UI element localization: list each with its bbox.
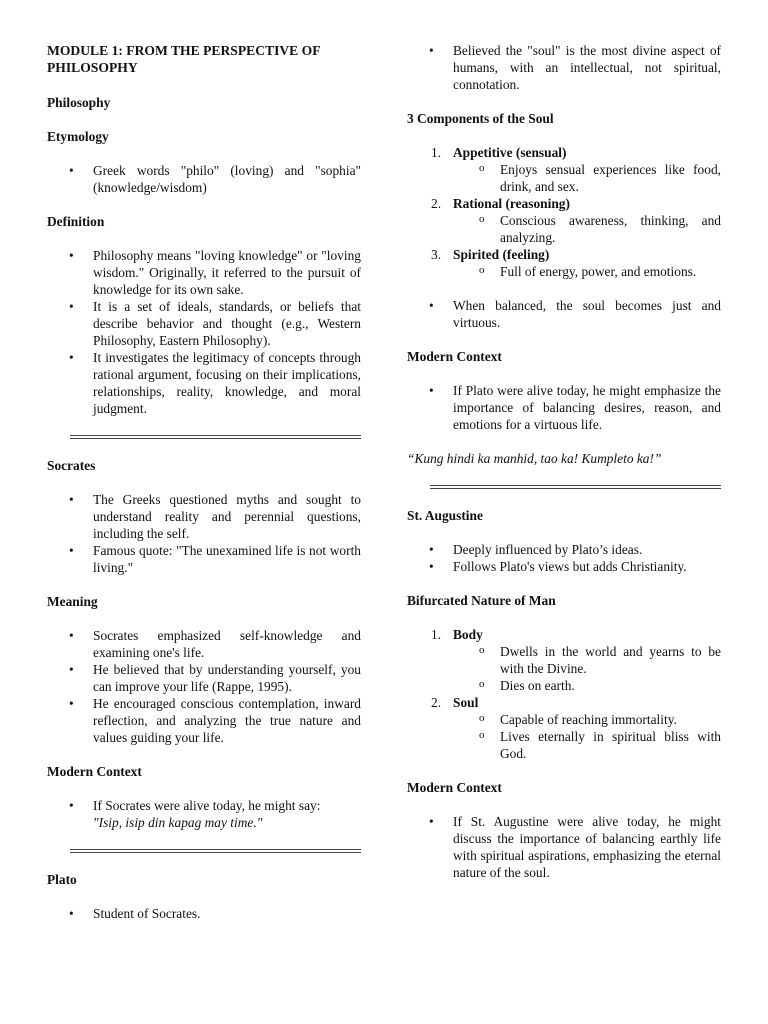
list-item: • Famous quote: "The unexamined life is not worth living." bbox=[47, 542, 361, 576]
list-item: • It is a set of ideals, standards, or beliefs that describe behavior and thought (e.g., Western Philosophy, Eastern Philosophy). bbox=[47, 298, 361, 349]
list-item: • When balanced, the soul becomes just and virtuous. bbox=[407, 297, 721, 331]
heading-meaning: Meaning bbox=[47, 594, 98, 609]
heading-bifurcated-nature: Bifurcated Nature of Man bbox=[407, 593, 556, 608]
heading-philosophy: Philosophy bbox=[47, 95, 111, 110]
item-number: 2. bbox=[431, 196, 442, 211]
right-column bbox=[407, 42, 721, 898]
list-item: • He encouraged conscious contemplation, inward reflection, and analyzing the true nature and values guiding your life. bbox=[47, 695, 361, 746]
list-item bbox=[407, 246, 721, 280]
socrates-list bbox=[47, 491, 361, 576]
meaning-list bbox=[47, 627, 361, 746]
list-item bbox=[407, 195, 721, 246]
heading-modern-context: Modern Context bbox=[407, 349, 502, 364]
list-item bbox=[407, 626, 721, 694]
item-title: Rational (reasoning) bbox=[453, 196, 570, 211]
definition-list bbox=[47, 247, 361, 417]
list-item bbox=[407, 694, 721, 762]
heading-etymology: Etymology bbox=[47, 129, 109, 144]
item-number: 2. bbox=[431, 695, 442, 710]
item-number: 1. bbox=[431, 145, 442, 160]
components-list bbox=[407, 144, 721, 280]
balanced-list bbox=[407, 297, 721, 331]
socrates-quote: "Isip, isip din kapag may time." bbox=[93, 815, 263, 830]
sub-item: o Enjoys sensual experiences like food, drink, and sex. bbox=[453, 161, 721, 195]
list-item: • The Greeks questioned myths and sought to understand reality and perennial questions, including the self. bbox=[47, 491, 361, 542]
left-column bbox=[47, 42, 361, 939]
heading-modern-context: Modern Context bbox=[47, 764, 142, 779]
heading-definition: Definition bbox=[47, 214, 105, 229]
augustine-modern-list bbox=[407, 813, 721, 881]
list-item: • If St. Augustine were alive today, he might discuss the importance of balancing earthly life with spiritual aspirations, emphasizing the eternal nature of the soul. bbox=[407, 813, 721, 881]
sub-item: o Capable of reaching immortality. bbox=[453, 711, 721, 728]
list-item: • Philosophy means "loving knowledge" or "loving wisdom." Originally, it referred to the pursuit of knowledge for its own sake. bbox=[47, 247, 361, 298]
augustine-list bbox=[407, 541, 721, 575]
list-item: • He believed that by understanding yourself, you can improve your life (Rappe, 1995). bbox=[47, 661, 361, 695]
list-item bbox=[47, 797, 361, 831]
nature-list bbox=[407, 626, 721, 762]
list-item: • If Plato were alive today, he might emphasize the importance of balancing desires, reason, and emotions for a virtuous life. bbox=[407, 382, 721, 433]
item-title: Body bbox=[453, 627, 483, 642]
list-item bbox=[407, 144, 721, 195]
item-title: Appetitive (sensual) bbox=[453, 145, 567, 160]
list-item: • Student of Socrates. bbox=[47, 905, 361, 922]
item-title: Spirited (feeling) bbox=[453, 247, 550, 262]
section-divider bbox=[70, 849, 361, 853]
heading-modern-context-2: Modern Context bbox=[407, 780, 502, 795]
socrates-modern-list bbox=[47, 797, 361, 831]
item-title: Soul bbox=[453, 695, 479, 710]
module-title: MODULE 1: FROM THE PERSPECTIVE OF PHILOSOPHY bbox=[47, 43, 321, 75]
list-item: • Deeply influenced by Plato’s ideas. bbox=[407, 541, 721, 558]
plato-quote: “Kung hindi ka manhid, tao ka! Kumpleto ka!” bbox=[407, 451, 662, 466]
plato-continued-list bbox=[407, 42, 721, 93]
list-item: • Believed the "soul" is the most divine aspect of humans, with an intellectual, not spiritual, connotation. bbox=[407, 42, 721, 93]
item-number: 1. bbox=[431, 627, 442, 642]
list-item: • Follows Plato's views but adds Christianity. bbox=[407, 558, 721, 575]
sub-item: o Lives eternally in spiritual bliss with God. bbox=[453, 728, 721, 762]
plato-modern-list bbox=[407, 382, 721, 433]
sub-item: o Conscious awareness, thinking, and analyzing. bbox=[453, 212, 721, 246]
plato-list bbox=[47, 905, 361, 922]
list-item: • Socrates emphasized self-knowledge and examining one's life. bbox=[47, 627, 361, 661]
list-item: • Greek words "philo" (loving) and "sophia" (knowledge/wisdom) bbox=[47, 162, 361, 196]
sub-item: o Dies on earth. bbox=[453, 677, 721, 694]
section-divider bbox=[430, 485, 721, 489]
etymology-list bbox=[47, 162, 361, 196]
heading-socrates: Socrates bbox=[47, 458, 96, 473]
modern-context-text: If Socrates were alive today, he might say: bbox=[93, 798, 321, 813]
sub-item: o Dwells in the world and yearns to be with the Divine. bbox=[453, 643, 721, 677]
heading-components-of-soul: 3 Components of the Soul bbox=[407, 111, 554, 126]
item-number: 3. bbox=[431, 247, 442, 262]
sub-item: o Full of energy, power, and emotions. bbox=[453, 263, 721, 280]
section-divider bbox=[70, 435, 361, 439]
heading-plato: Plato bbox=[47, 872, 77, 887]
heading-st-augustine: St. Augustine bbox=[407, 508, 483, 523]
list-item: • It investigates the legitimacy of concepts through rational argument, focusing on their implications, relationships, reality, knowledge, and moral judgment. bbox=[47, 349, 361, 417]
